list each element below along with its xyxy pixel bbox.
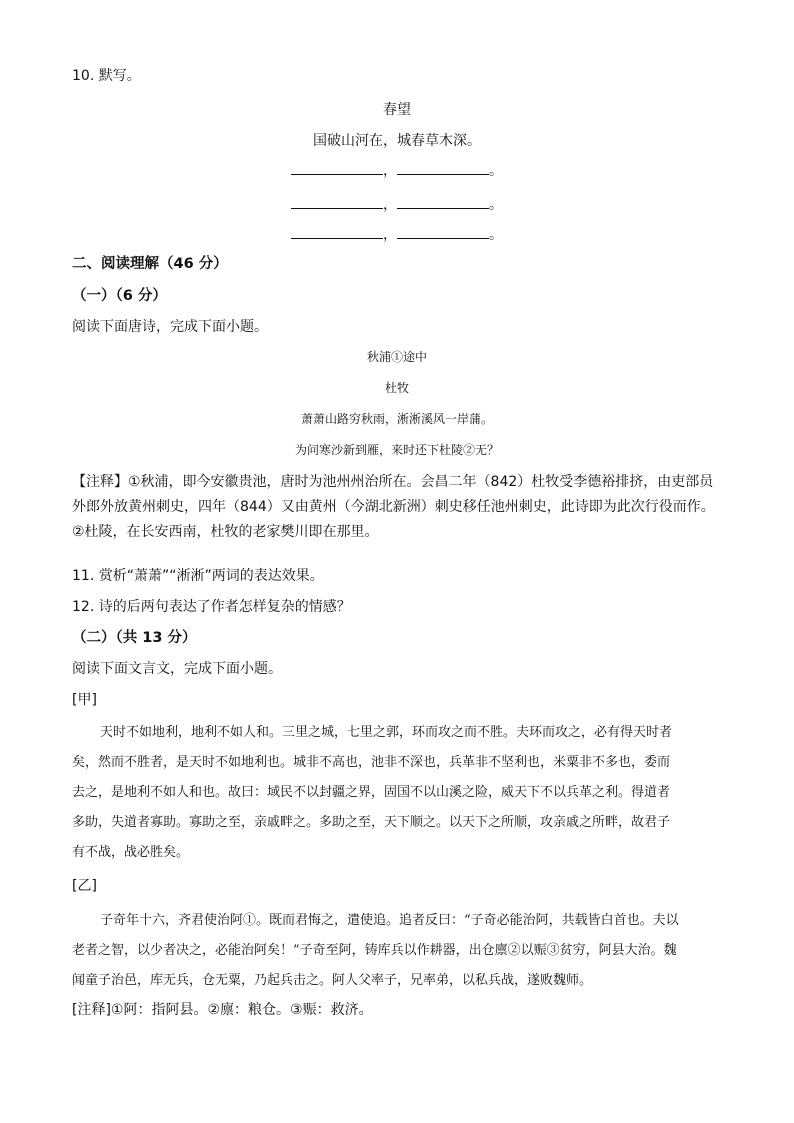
comma: ， (383, 227, 397, 243)
note-line: 【注释】①秋浦，即今安徽贵池，唐时为池州州治所在。会昌二年（842）杜牧受李德裕排挤，由吏部员 (72, 474, 714, 490)
question-12: 12. 诗的后两句表达了作者怎样复杂的情感？ (72, 599, 351, 615)
yi-label: [乙] (72, 878, 97, 894)
part2-instruction: 阅读下面文言文，完成下面小题。 (72, 661, 282, 677)
yi-text (72, 906, 724, 996)
jia-label: [甲] (72, 692, 97, 708)
blank-row-2 (0, 194, 794, 215)
jia-text (72, 718, 724, 868)
poem2-line-1: 萧萧山路穷秋雨，淅淅溪风一岸蒲。 (300, 412, 493, 426)
poem-note (72, 470, 724, 545)
fill-blank[interactable] (397, 224, 489, 239)
fill-blank[interactable] (291, 224, 383, 239)
poem2-title: 秋浦①途中 (366, 350, 427, 364)
jia-line: 天时不如地利，地利不如人和。三里之城，七里之郭，环而攻之而不胜。夫环而攻之，必有得天时者 (100, 725, 673, 740)
poem2-line-2: 为问寒沙新到雁，来时还下杜陵②无？ (294, 443, 499, 457)
period: 。 (489, 197, 503, 213)
fill-blank[interactable] (291, 160, 383, 175)
yi-line: 闻童子治邑，库无兵，仓无粟，乃起兵击之。阿人父率子，兄率弟，以私兵战，遂败魏师。 (72, 973, 593, 988)
yi-note: [注释]①阿：指阿县。②廪：粮仓。③赈：救济。 (72, 1002, 373, 1018)
poem2-author: 杜牧 (384, 381, 409, 395)
blank-row-1 (0, 160, 794, 181)
fill-blank[interactable] (291, 194, 383, 209)
note-line: ②杜陵，在长安西南，杜牧的老家樊川即在那里。 (72, 524, 379, 540)
comma: ， (383, 163, 397, 179)
jia-line: 有不战，战必胜矣。 (72, 845, 190, 860)
question-11: 11. 赏析“萧萧”“淅淅”两词的表达效果。 (72, 568, 324, 584)
section-heading: 二、阅读理解（46 分） (72, 256, 228, 272)
note-line: 外郎外放黄州刺史，四年（844）又由黄州（今湖北新洲）刺史移任池州刺史，此诗即为此次行役而作。 (72, 499, 715, 515)
part1-instruction: 阅读下面唐诗，完成下面小题。 (72, 319, 268, 335)
question-10: 10. 默写。 (72, 68, 141, 84)
yi-line: 子奇年十六，齐君使治阿①。既而君悔之，遣使追。追者反曰：“子奇必能治阿，共载皆白首也。夫以 (100, 913, 679, 928)
blank-row-3 (0, 224, 794, 245)
jia-line: 去之，是地利不如人和也。故曰：域民不以封疆之界，固国不以山溪之险，威天下不以兵革之利。得道者 (72, 785, 671, 800)
fill-blank[interactable] (397, 194, 489, 209)
period: 。 (489, 163, 503, 179)
part2-heading: （二）（共 13 分） (72, 630, 197, 646)
jia-line: 矣，然而不胜者，是天时不如地利也。城非不高也，池非不深也，兵革非不坚利也，米粟非不多也，委而 (72, 755, 671, 770)
period: 。 (489, 227, 503, 243)
poem-title: 春望 (383, 102, 411, 118)
poem-line-1: 国破山河在，城春草木深。 (313, 133, 481, 149)
part1-heading: （一）（6 分） (72, 288, 167, 304)
jia-line: 多助，失道者寡助。寡助之至，亲戚畔之。多助之至，天下顺之。以天下之所顺，攻亲戚之所畔，故君子 (72, 815, 671, 830)
fill-blank[interactable] (397, 160, 489, 175)
yi-line: 老者之智，以少者决之，必能治阿矣！”子奇至阿，铸库兵以作耕器，出仓廪②以赈③贫穷，阿县大治。魏 (72, 943, 677, 958)
comma: ， (383, 197, 397, 213)
